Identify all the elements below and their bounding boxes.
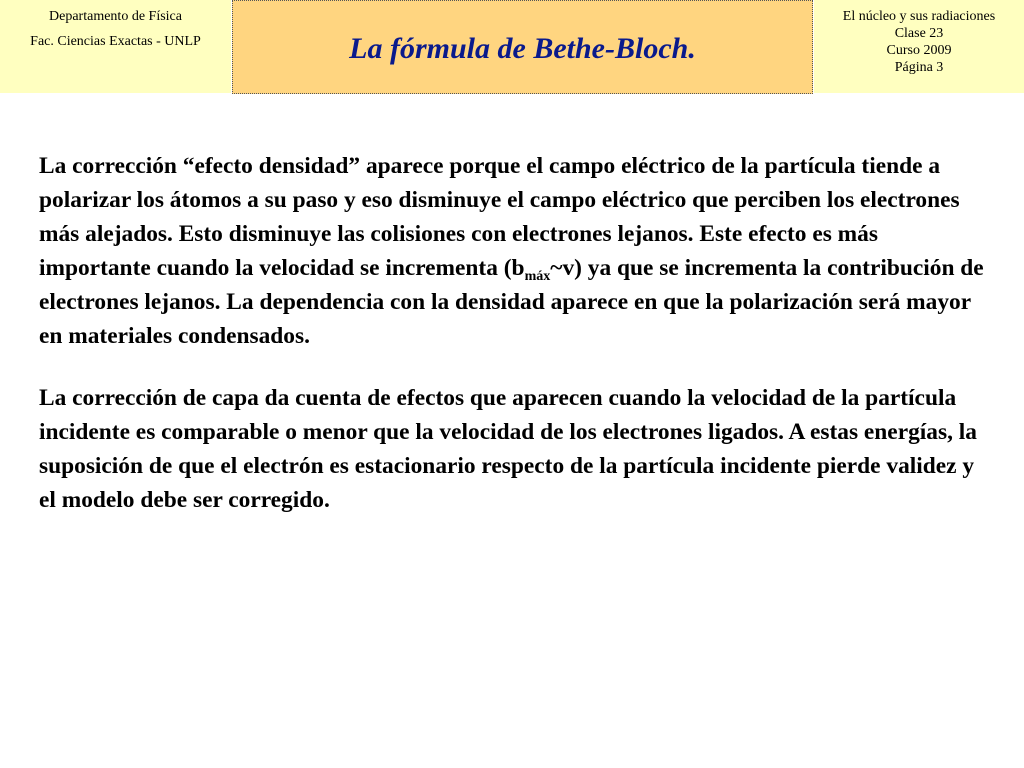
paragraph-shell-correction: La corrección de capa da cuenta de efectos que aparecen cuando la velocidad de la partícula incidente es comparable o menor que la velocidad de los electrones ligados. A estas energías, la suposición de que el electrón es estacionario respecto de la partícula incidente pierde validez y el modelo debe ser corregido.	[39, 385, 977, 513]
department-label: Departamento de Física	[49, 9, 182, 24]
faculty-label: Fac. Ciencias Exactas - UNLP	[30, 34, 201, 49]
course-title: El núcleo y sus radiaciones	[842, 9, 996, 24]
paragraph-density-text-1: La corrección “efecto densidad” aparece porque el campo eléctrico de la partícula tiende a polarizar los átomos a su paso y eso disminuye el campo eléctrico que perciben los electrones más alejados. Esto disminuye las colisiones con electrones lejanos. Este efecto es más importante cuando la velocidad se incrementa (b	[39, 153, 960, 281]
page-number: Página 3	[894, 60, 944, 75]
course-year: Curso 2009	[886, 43, 952, 58]
class-number: Clase 23	[894, 26, 944, 41]
bmax-subscript: máx	[524, 267, 551, 284]
slide-title: La fórmula de Bethe-Bloch.	[349, 32, 696, 65]
header-institution	[0, 0, 231, 93]
header-course-info	[814, 0, 1024, 93]
paragraph-density-correction	[39, 149, 989, 353]
slide-body	[39, 149, 989, 517]
header-title-box	[232, 0, 813, 94]
paragraph-density-text-2: ~v) ya que se incrementa la contribución de electrones lejanos. La dependencia con la densidad aparece en que la polarización será mayor en materiales condensados.	[39, 255, 984, 349]
